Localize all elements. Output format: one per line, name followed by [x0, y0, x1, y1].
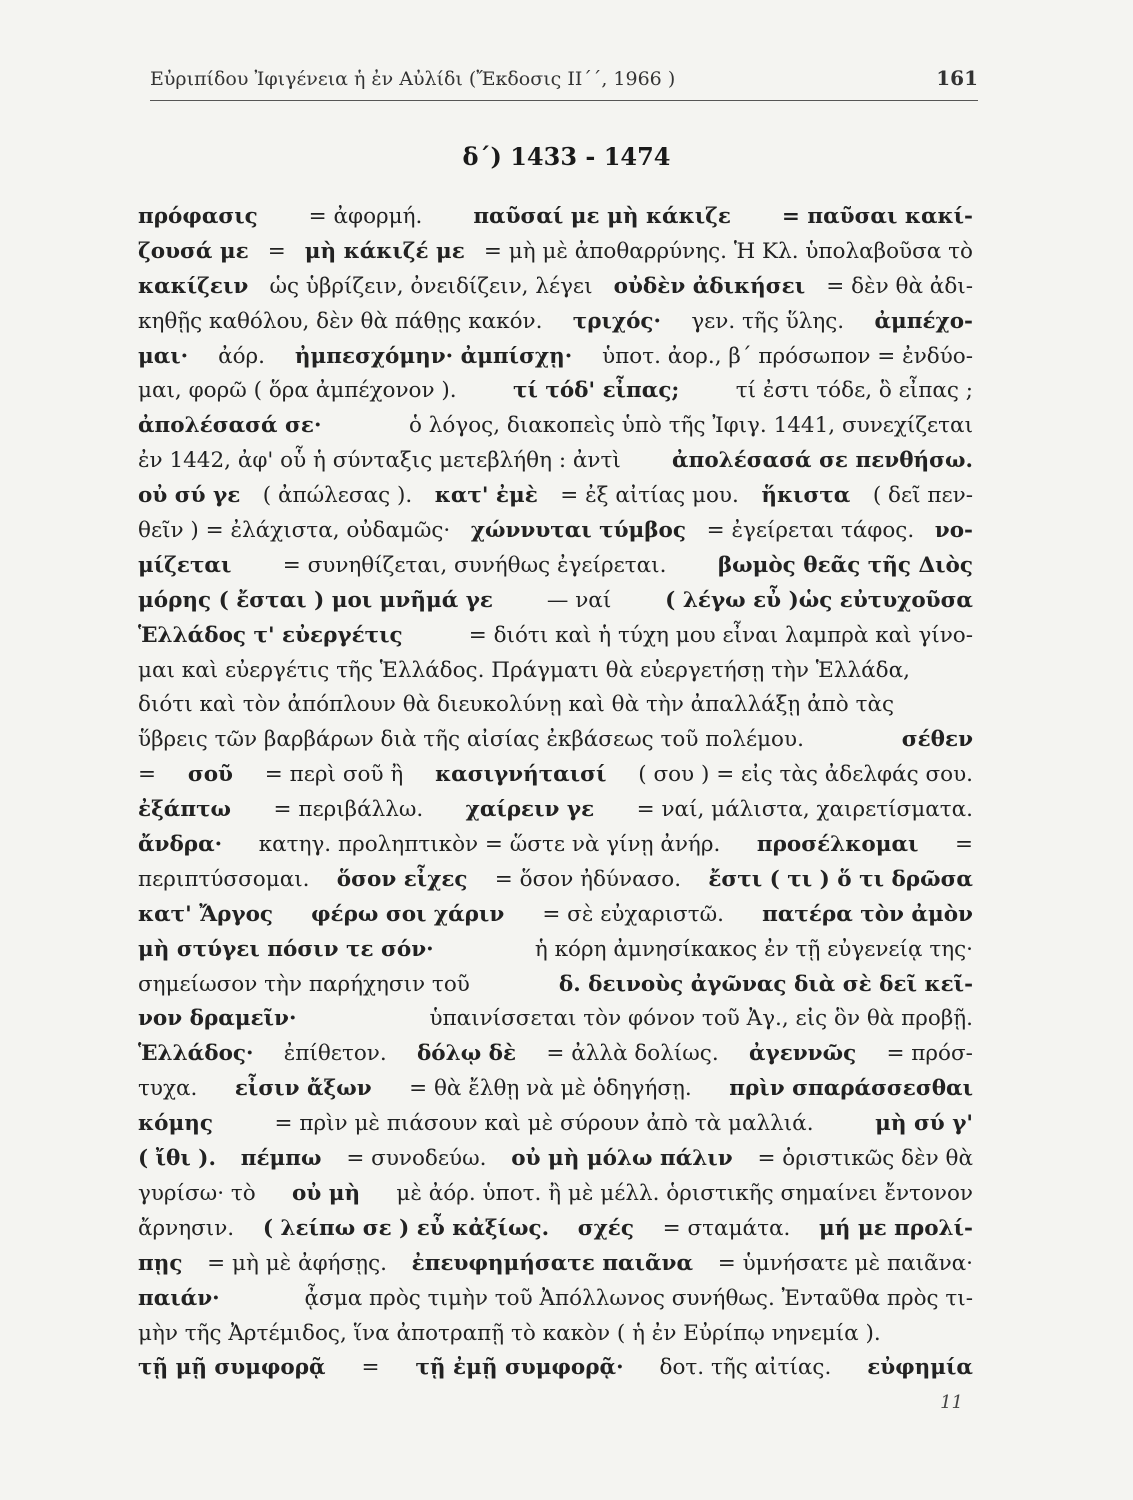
gloss-text: = περιβάλλω.	[273, 797, 424, 823]
text-line	[138, 828, 973, 863]
text-line	[138, 444, 973, 479]
lemma-term: εἶσιν ἄξων	[234, 1076, 372, 1102]
lemma-term: πῃς	[138, 1250, 183, 1276]
lemma-term: οὐ μὴ μόλω πάλιν	[511, 1146, 733, 1172]
gloss-text: = ἀλλὰ δολίως.	[546, 1041, 719, 1067]
text-line	[138, 374, 973, 409]
gloss-text: ὑποτ. ἀορ., β΄ πρόσωπον = ἐνδύο-	[602, 343, 973, 369]
lemma-term: σέθεν	[901, 727, 973, 753]
gloss-text: = ἀφορμή.	[308, 204, 423, 229]
gloss-text: = μὴ μὲ ἀφήσῃς.	[207, 1250, 387, 1276]
gloss-text: περιπτύσσομαι.	[138, 866, 310, 892]
text-line	[138, 968, 973, 1003]
gloss-text: =	[267, 238, 286, 264]
gloss-text: τυχα.	[138, 1076, 198, 1102]
lemma-term: οὐ μὴ	[291, 1180, 361, 1206]
text-line	[138, 409, 973, 444]
gloss-text: ὁ λόγος, διακοπεὶς ὑπὸ τῆς Ἰφιγ. 1441, συνεχίζεται	[409, 413, 973, 439]
gloss-text: ( δεῖ πεν-	[872, 483, 973, 509]
lemma-term: παιάν·	[138, 1285, 220, 1311]
lemma-term: οὐδὲν ἀδικήσει	[613, 273, 806, 299]
text-line	[138, 1002, 973, 1037]
gloss-text: κηθῇς καθόλου, δὲν θὰ πάθῃς κακόν.	[138, 308, 543, 334]
lemma-term: δόλῳ δὲ	[416, 1041, 517, 1067]
text-line	[138, 270, 973, 305]
gloss-text: μὴν τῆς Ἀρτέμιδος, ἵνα ἀποτραπῇ τὸ κακὸν ( ἡ ἐν Εὐρίπῳ νηνεμία ).	[138, 1320, 881, 1346]
lemma-term: μίζεται	[138, 552, 232, 578]
text-line	[138, 723, 973, 758]
lemma-term: μή με προλί-	[819, 1215, 973, 1241]
gloss-text: τί ἐστι τόδε, ὃ εἶπας ;	[735, 378, 973, 404]
lemma-term: μὴ στύγει πόσιν τε σόν·	[138, 936, 434, 962]
gloss-text: διότι καὶ τὸν ἀπόπλουν θὰ διευκολύνῃ καὶ θὰ τὴν ἀπαλλάξῃ ἀπὸ τὰς	[138, 692, 895, 718]
lemma-term: ἐξάπτω	[138, 797, 232, 823]
lemma-term: Ἑλλάδος·	[138, 1041, 254, 1067]
lemma-term: ἀγεννῶς	[748, 1041, 857, 1067]
section-title: δ΄) 1433 - 1474	[462, 142, 671, 171]
text-line	[138, 305, 973, 340]
lemma-term: κασιγνήταισί	[435, 762, 607, 788]
gloss-text: = διότι καὶ ἡ τύχη μου εἶναι λαμπρὰ καὶ γίνο-	[468, 622, 973, 648]
gloss-text: δοτ. τῆς αἰτίας.	[659, 1355, 832, 1381]
gloss-text: = περὶ σοῦ ἢ	[264, 762, 404, 788]
gloss-text: ᾆσμα πρὸς τιμὴν τοῦ Ἀπόλλωνος συνήθως. Ἐνταῦθα πρὸς τι-	[304, 1285, 973, 1311]
lemma-term: νον δραμεῖν·	[138, 1006, 297, 1032]
gloss-text: = ὑμνήσατε μὲ παιᾶνα·	[717, 1250, 973, 1276]
text-line	[138, 1247, 973, 1282]
text-line	[138, 200, 973, 235]
lemma-term: κακίζειν	[138, 273, 249, 299]
text-line	[138, 1317, 973, 1352]
gloss-text: ἡ κόρη ἀμνησίκακος ἐν τῇ εὐγενείᾳ της·	[534, 936, 973, 962]
page-number: 161	[936, 66, 978, 90]
gloss-text: = δὲν θὰ ἀδι-	[826, 273, 973, 299]
lemma-term: ὅσον εἶχες	[336, 866, 468, 892]
lemma-term: κόμης	[138, 1111, 213, 1137]
lemma-term: μαι·	[138, 343, 189, 369]
lemma-term: φέρω σοι χάριν	[311, 901, 505, 927]
lemma-term: βωμὸς θεᾶς τῆς Διὸς	[717, 552, 973, 578]
text-line	[138, 340, 973, 375]
text-line	[138, 793, 973, 828]
lemma-term: τῇ ἐμῇ συμφορᾷ·	[415, 1355, 624, 1381]
lemma-term: τριχός·	[572, 308, 661, 334]
gloss-text: γυρίσω· τὸ	[138, 1180, 256, 1206]
text-line	[138, 1107, 973, 1142]
lemma-term: νο-	[934, 518, 973, 544]
signature-mark: 11	[940, 1392, 963, 1413]
gloss-text: = πρὶν μὲ πιάσουν καὶ μὲ σύρουν ἀπὸ τὰ μαλλιά.	[274, 1111, 814, 1137]
gloss-text: = θὰ ἔλθῃ νὰ μὲ ὁδηγήσῃ.	[409, 1076, 692, 1102]
lemma-term: κατ' ἐμὲ	[434, 483, 538, 509]
gloss-text: ὕβρεις τῶν βαρβάρων διὰ τῆς αἰσίας ἐκβάσεως τοῦ πολέμου.	[138, 727, 804, 753]
lemma-term: πρόφασις	[138, 204, 258, 229]
gloss-text: =	[138, 762, 157, 788]
text-line	[138, 688, 973, 723]
gloss-text: = ἐξ αἰτίας μου.	[560, 483, 739, 509]
lemma-term: εὐφημία	[867, 1355, 973, 1381]
text-line	[138, 514, 973, 549]
gloss-text: γεν. τῆς ὕλης.	[691, 308, 845, 334]
commentary-body	[138, 200, 973, 1386]
gloss-text: μαι καὶ εὐεργέτις τῆς Ἑλλάδος. Πράγματι θὰ εὐεργετήσῃ τὴν Ἑλλάδα,	[138, 657, 910, 683]
gloss-text: = μὴ μὲ ἀποθαρρύνης. Ἡ Κλ. ὑπολαβοῦσα τὸ	[483, 238, 973, 264]
text-line	[138, 584, 973, 619]
lemma-term: χώννυται τύμβος	[470, 518, 686, 544]
lemma-term: ἀπολέσασά σε πενθήσω.	[672, 448, 973, 474]
lemma-term: μὴ κάκιζέ με	[304, 238, 465, 264]
lemma-term: τῇ μῇ συμφορᾷ	[138, 1355, 326, 1381]
header-rule	[150, 100, 978, 101]
lemma-term: ἄνδρα·	[138, 832, 223, 858]
text-line	[138, 1177, 973, 1212]
gloss-text: ὡς ὑβρίζειν, ὀνειδίζειν, λέγει	[269, 273, 593, 299]
gloss-text: μαι, φορῶ ( ὅρα ἀμπέχονον ).	[138, 378, 457, 404]
text-line	[138, 863, 973, 898]
text-line	[138, 1212, 973, 1247]
text-line	[138, 1037, 973, 1072]
gloss-text: κατηγ. προληπτικὸν = ὥστε νὰ γίνῃ ἀνήρ.	[258, 832, 721, 858]
lemma-term: Ἑλλάδος τ' εὐεργέτις	[138, 622, 403, 648]
lemma-term: ἔστι ( τι ) ὅ τι δρῶσα	[708, 866, 973, 892]
text-line	[138, 479, 973, 514]
lemma-term: χαίρειν γε	[465, 797, 595, 823]
gloss-text: = πρόσ-	[886, 1041, 973, 1067]
gloss-text: μὲ ἀόρ. ὑποτ. ἢ μὲ μέλλ. ὁριστικῆς σημαίνει ἔντονον	[396, 1180, 973, 1206]
text-line	[138, 235, 973, 270]
text-line	[138, 1142, 973, 1177]
gloss-text: ( ἀπώλεσας ).	[262, 483, 413, 509]
lemma-term: προσέλκομαι	[756, 832, 919, 858]
lemma-term: παῦσαί με μὴ κάκιζε	[473, 204, 731, 229]
lemma-term: ἀμπέχο-	[874, 308, 973, 334]
lemma-term: μόρης ( ἔσται ) μοι μνῆμά γε	[138, 587, 494, 613]
lemma-term: οὐ σύ γε	[138, 483, 241, 509]
lemma-term: = παῦσαι κακί-	[781, 204, 973, 229]
lemma-term: ἐπευφημήσατε παιᾶνα	[411, 1250, 694, 1276]
lemma-term: σοῦ	[187, 762, 233, 788]
text-line	[138, 1072, 973, 1107]
text-line	[138, 758, 973, 793]
text-line	[138, 898, 973, 933]
lemma-term: πατέρα τὸν ἀμὸν	[762, 901, 973, 927]
text-line	[138, 619, 973, 654]
gloss-text: ἐν 1442, ἀφ' οὗ ἡ σύνταξις μετεβλήθη : ἀντὶ	[138, 448, 621, 474]
lemma-term: κατ' Ἄργος	[138, 901, 273, 927]
gloss-text: ἄρνησιν.	[138, 1215, 235, 1241]
lemma-term: δ. δεινοὺς ἀγῶνας διὰ σὲ δεῖ κεῖ-	[558, 971, 973, 997]
lemma-term: σχές	[577, 1215, 634, 1241]
lemma-term: ἠμπεσχόμην· ἀμπίσχῃ·	[294, 343, 573, 369]
gloss-text: — ναί	[546, 587, 612, 613]
running-header	[150, 66, 978, 90]
text-line	[138, 549, 973, 584]
lemma-term: ἥκιστα	[761, 483, 851, 509]
gloss-text: θεῖν ) = ἐλάχιστα, οὐδαμῶς·	[138, 518, 451, 544]
lemma-term: ζουσά με	[138, 238, 249, 264]
running-title: Εὐριπίδου Ἰφιγένεια ἡ ἐν Αὐλίδι (Ἔκδοσις ΙΙ΄΄, 1966 )	[150, 68, 676, 90]
lemma-term: πρὶν σπαράσσεσθαι	[729, 1076, 973, 1102]
gloss-text: ἐπίθετον.	[283, 1041, 387, 1067]
text-line	[138, 1282, 973, 1317]
gloss-text: = ὅσον ἠδύνασο.	[494, 866, 682, 892]
gloss-text: =	[954, 832, 973, 858]
lemma-term: πέμπω	[240, 1146, 322, 1172]
gloss-text: ἀόρ.	[218, 343, 265, 369]
lemma-term: ( λέγω εὖ )ὡς εὐτυχοῦσα	[665, 587, 973, 613]
gloss-text: = ναί, μάλιστα, χαιρετίσματα.	[636, 797, 973, 823]
gloss-text: = ἐγείρεται τάφος.	[706, 518, 915, 544]
gloss-text: ὑπαινίσσεται τὸν φόνον τοῦ Ἀγ., εἰς ὃν θὰ προβῇ.	[429, 1006, 973, 1032]
text-line	[138, 1351, 973, 1386]
lemma-term: τί τόδ' εἶπας;	[513, 378, 680, 404]
gloss-text: = συνοδεύω.	[346, 1146, 487, 1172]
gloss-text: ( σου ) = εἰς τὰς ἀδελφάς σου.	[638, 762, 973, 788]
gloss-text: = σταμάτα.	[662, 1215, 791, 1241]
lemma-term: μὴ σύ γ'	[875, 1111, 973, 1137]
lemma-term: ( ἴθι ).	[138, 1146, 216, 1172]
gloss-text: =	[361, 1355, 380, 1381]
gloss-text: = συνηθίζεται, συνήθως ἐγείρεται.	[282, 552, 667, 578]
text-line	[138, 654, 973, 689]
text-line	[138, 933, 973, 968]
gloss-text: = σὲ εὐχαριστῶ.	[542, 901, 724, 927]
gloss-text: = ὁριστικῶς δὲν θὰ	[757, 1146, 973, 1172]
lemma-term: ( λείπω σε ) εὖ κἀξίως.	[262, 1215, 550, 1241]
gloss-text: σημείωσον τὴν παρήχησιν τοῦ	[138, 971, 470, 997]
lemma-term: ἀπολέσασά σε·	[138, 413, 322, 439]
